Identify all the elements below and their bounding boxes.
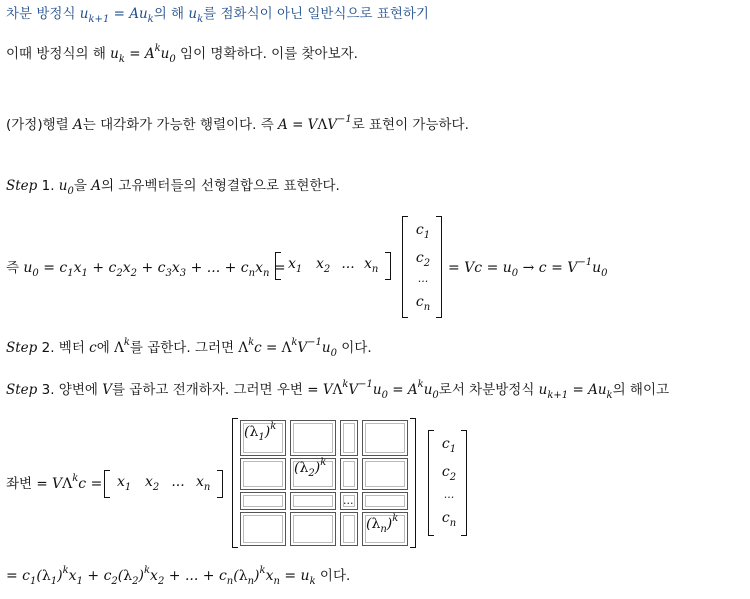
step1-num: 1. (41, 178, 59, 194)
c-entry-dots: ... (443, 488, 455, 501)
assume-text-1: (가정)행렬 (6, 117, 73, 133)
c-entry: $c_1$ (441, 436, 457, 455)
title-text-3: 를 점화식이 아닌 일반식으로 표현하기 (203, 6, 429, 22)
step1-line (6, 176, 340, 196)
equation-2 (6, 474, 102, 494)
right-bracket (217, 470, 223, 498)
c-entry-dots: ... (417, 272, 429, 285)
x-entry: $x_1$ (288, 256, 303, 275)
title-math-recurrence: $u_{k+1} = Au_k$ (79, 6, 154, 25)
right-bracket (410, 418, 416, 548)
x-entry-dots: ... (171, 474, 185, 490)
x-entry: $x_n$ (196, 474, 211, 493)
step3-text-2: 로서 차분방정식 (438, 382, 539, 398)
matrix-cell (340, 512, 358, 546)
lambda-entry: $(\lambda_2)^k$ (294, 457, 327, 479)
title-text-2: 의 해 (153, 6, 189, 22)
eq1-prefix: 즉 (6, 260, 24, 276)
left-bracket (402, 216, 408, 318)
intro-math: $u_k = A^ku_0$ (110, 43, 176, 65)
step1-text-2: 의 고유벡터들의 선형결합으로 표현한다. (100, 178, 340, 194)
assume-math-diag: $A = V\Lambda V^{-1}$ (278, 114, 352, 133)
title-text-1: 차분 방정식 (6, 6, 80, 22)
matrix-cell (362, 458, 408, 490)
intro-line (6, 44, 358, 64)
matrix-dots: ... (343, 494, 354, 507)
matrix-cell (240, 458, 286, 490)
equation-1 (6, 258, 286, 278)
step3-text-3: 의 해이고 (612, 382, 670, 398)
c-entry: $c_2$ (415, 250, 431, 269)
assume-text-2: 는 대각화가 가능한 행렬이다. 즉 (82, 117, 279, 133)
matrix-cell (240, 492, 286, 510)
right-bracket (385, 252, 391, 280)
intro-text-2: 임이 명확하다. 이를 찾아보자. (175, 46, 358, 62)
x-entry: $x_2$ (316, 256, 331, 275)
x-entry: $x_1$ (117, 474, 132, 493)
step3-label: Step (6, 382, 38, 398)
c-entry: $c_2$ (441, 464, 457, 483)
step2-math-c: c (89, 340, 97, 356)
right-bracket (436, 216, 442, 318)
matrix-cell (362, 420, 408, 456)
step1-label: Step (6, 178, 38, 194)
step2-text-3: 이다. (337, 340, 372, 356)
step2-num: 2. 벡터 (41, 340, 90, 356)
intro-text-1: 이때 방정식의 해 (6, 46, 111, 62)
step3-math-rhs: $V\Lambda^kV^{-1}u_0 = A^ku_0$ (322, 379, 439, 401)
matrix-cell (340, 420, 358, 456)
final-text: 이다. (315, 568, 351, 584)
assume-text-3: 로 표현이 가능하다. (351, 117, 469, 133)
c-entry: $c_n$ (441, 510, 457, 529)
matrix-cell (362, 492, 408, 510)
eq1-lhs: $u_0 = c_1x_1 + c_2x_2 + c_3x_3$ + ... + $c_nx_n$ = (23, 260, 286, 279)
step3-text-1: 를 곱하고 전개하자. 그러면 우변 = (111, 382, 323, 398)
eq2-prefix: 좌변 = (6, 476, 52, 492)
eq1-rhs: = $Vc = u_0 \to c = V^{-1}u_0$ (448, 257, 608, 279)
step3-math-v: V (102, 382, 112, 398)
step2-math-eq: $\Lambda^kc = \Lambda^kV^{-1}u_0$ (238, 337, 337, 359)
lambda-entry: $(\lambda_n)^k$ (366, 513, 399, 535)
x-entry: $x_2$ (145, 474, 160, 493)
step2-line (6, 338, 372, 358)
matrix-cell (290, 492, 336, 510)
step2-math-lk: $\Lambda^k$ (114, 337, 130, 356)
left-bracket (428, 430, 434, 536)
matrix-cell (340, 458, 358, 490)
matrix-cell (240, 512, 286, 546)
left-bracket (275, 252, 281, 280)
step2-text-2: 를 곱한다. 그러면 (129, 340, 239, 356)
left-bracket (232, 418, 238, 548)
step1-text-1: 을 (73, 178, 92, 194)
x-entry-dots: ... (341, 256, 355, 272)
step1-math-a: A (91, 178, 101, 194)
assume-math-a: A (73, 117, 83, 133)
final-math: = $c_1(\lambda_1)^kx_1 + c_2(\lambda_2)^kx_2$ + ... + $c_n(\lambda_n)^kx_n = u_k$ (6, 565, 316, 587)
step3-math-rec: $u_{k+1} = Au_k$ (538, 382, 613, 401)
title-math-uk: $u_k$ (188, 6, 204, 25)
step2-text-1: 에 (96, 340, 115, 356)
final-line (6, 566, 350, 586)
step3-line (6, 380, 669, 400)
eq2-lhs: $V\Lambda^kc$ = (51, 473, 103, 492)
matrix-cell (290, 420, 336, 456)
left-bracket (104, 470, 110, 498)
page-title (6, 4, 429, 24)
c-entry: $c_n$ (415, 294, 431, 313)
step2-label: Step (6, 340, 38, 356)
lambda-entry: $(\lambda_1)^k$ (244, 421, 277, 443)
right-bracket (461, 430, 467, 536)
step3-num: 3. 양변에 (41, 382, 103, 398)
step1-math-u0: $u_0$ (58, 178, 74, 197)
matrix-cell (290, 512, 336, 546)
c-entry: $c_1$ (415, 222, 431, 241)
assumption-line (6, 115, 469, 135)
x-entry: $x_n$ (364, 256, 379, 275)
